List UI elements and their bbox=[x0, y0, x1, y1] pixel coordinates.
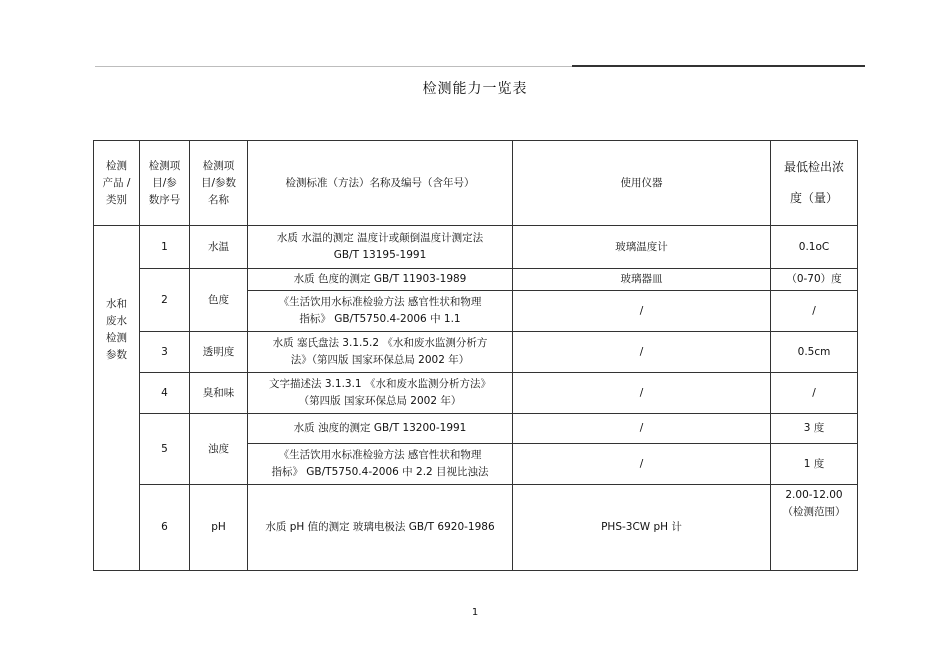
item-name: pH bbox=[190, 485, 248, 571]
header-rule-bold bbox=[572, 65, 865, 67]
item-no: 1 bbox=[140, 226, 190, 269]
item-no: 4 bbox=[140, 373, 190, 414]
standard-cell: 水质 浊度的测定 GB/T 13200-1991 bbox=[248, 414, 513, 444]
limit-cell: 0.1oC bbox=[771, 226, 858, 269]
item-no: 3 bbox=[140, 332, 190, 373]
item-name: 色度 bbox=[190, 269, 248, 332]
limit-cell: 3 度 bbox=[771, 414, 858, 444]
item-name: 浊度 bbox=[190, 414, 248, 485]
item-name: 透明度 bbox=[190, 332, 248, 373]
instrument-cell: 玻璃器皿 bbox=[513, 269, 771, 291]
header-standard: 检测标准（方法）名称及编号（含年号） bbox=[248, 141, 513, 226]
item-name: 臭和味 bbox=[190, 373, 248, 414]
header-item-no: 检测项 目/参 数序号 bbox=[140, 141, 190, 226]
header-instrument: 使用仪器 bbox=[513, 141, 771, 226]
instrument-cell: / bbox=[513, 414, 771, 444]
header-item-name: 检测项 目/参数 名称 bbox=[190, 141, 248, 226]
instrument-cell: / bbox=[513, 444, 771, 485]
table-row bbox=[94, 226, 858, 269]
instrument-cell: PHS-3CW pH 计 bbox=[513, 485, 771, 571]
limit-cell: / bbox=[771, 291, 858, 332]
page-number: 1 bbox=[471, 607, 479, 618]
limit-cell: 1 度 bbox=[771, 444, 858, 485]
standard-cell: 文字描述法 3.1.3.1 《水和废水监测分析方法》 （第四版 国家环保总局 2002 年） bbox=[248, 373, 513, 414]
table-row bbox=[94, 414, 858, 444]
table-row bbox=[94, 332, 858, 373]
standard-cell: 《生活饮用水标准检验方法 感官性状和物理 指标》 GB/T5750.4-2006 中 1.1 bbox=[248, 291, 513, 332]
standard-cell: 水质 塞氏盘法 3.1.5.2 《水和废水监测分析方 法》（第四版 国家环保总局 2002 年） bbox=[248, 332, 513, 373]
item-no: 2 bbox=[140, 269, 190, 332]
standard-cell: 水质 pH 值的测定 玻璃电极法 GB/T 6920-1986 bbox=[248, 485, 513, 571]
instrument-cell: 玻璃温度计 bbox=[513, 226, 771, 269]
item-no: 5 bbox=[140, 414, 190, 485]
page-title: 检测能力一览表 bbox=[422, 81, 528, 97]
standard-cell: 《生活饮用水标准检验方法 感官性状和物理 指标》 GB/T5750.4-2006 中 2.2 目视比浊法 bbox=[248, 444, 513, 485]
instrument-cell: / bbox=[513, 332, 771, 373]
category-cell: 水和 废水 检测 参数 bbox=[94, 226, 140, 571]
item-no: 6 bbox=[140, 485, 190, 571]
limit-cell: 0.5cm bbox=[771, 332, 858, 373]
item-name: 水温 bbox=[190, 226, 248, 269]
capability-table bbox=[93, 140, 858, 571]
limit-cell: 2.00-12.00 （检测范围） bbox=[771, 485, 858, 571]
header-min-limit: 最低检出浓 度（量） bbox=[771, 141, 858, 226]
table-row bbox=[94, 373, 858, 414]
limit-cell: / bbox=[771, 373, 858, 414]
instrument-cell: / bbox=[513, 373, 771, 414]
table-row bbox=[94, 269, 858, 291]
limit-cell: （0-70）度 bbox=[771, 269, 858, 291]
header-category: 检测 产品 / 类别 bbox=[94, 141, 140, 226]
table-row bbox=[94, 485, 858, 571]
table-header-row bbox=[94, 141, 858, 226]
instrument-cell: / bbox=[513, 291, 771, 332]
standard-cell: 水质 色度的测定 GB/T 11903-1989 bbox=[248, 269, 513, 291]
standard-cell: 水质 水温的测定 温度计或颠倒温度计测定法 GB/T 13195-1991 bbox=[248, 226, 513, 269]
